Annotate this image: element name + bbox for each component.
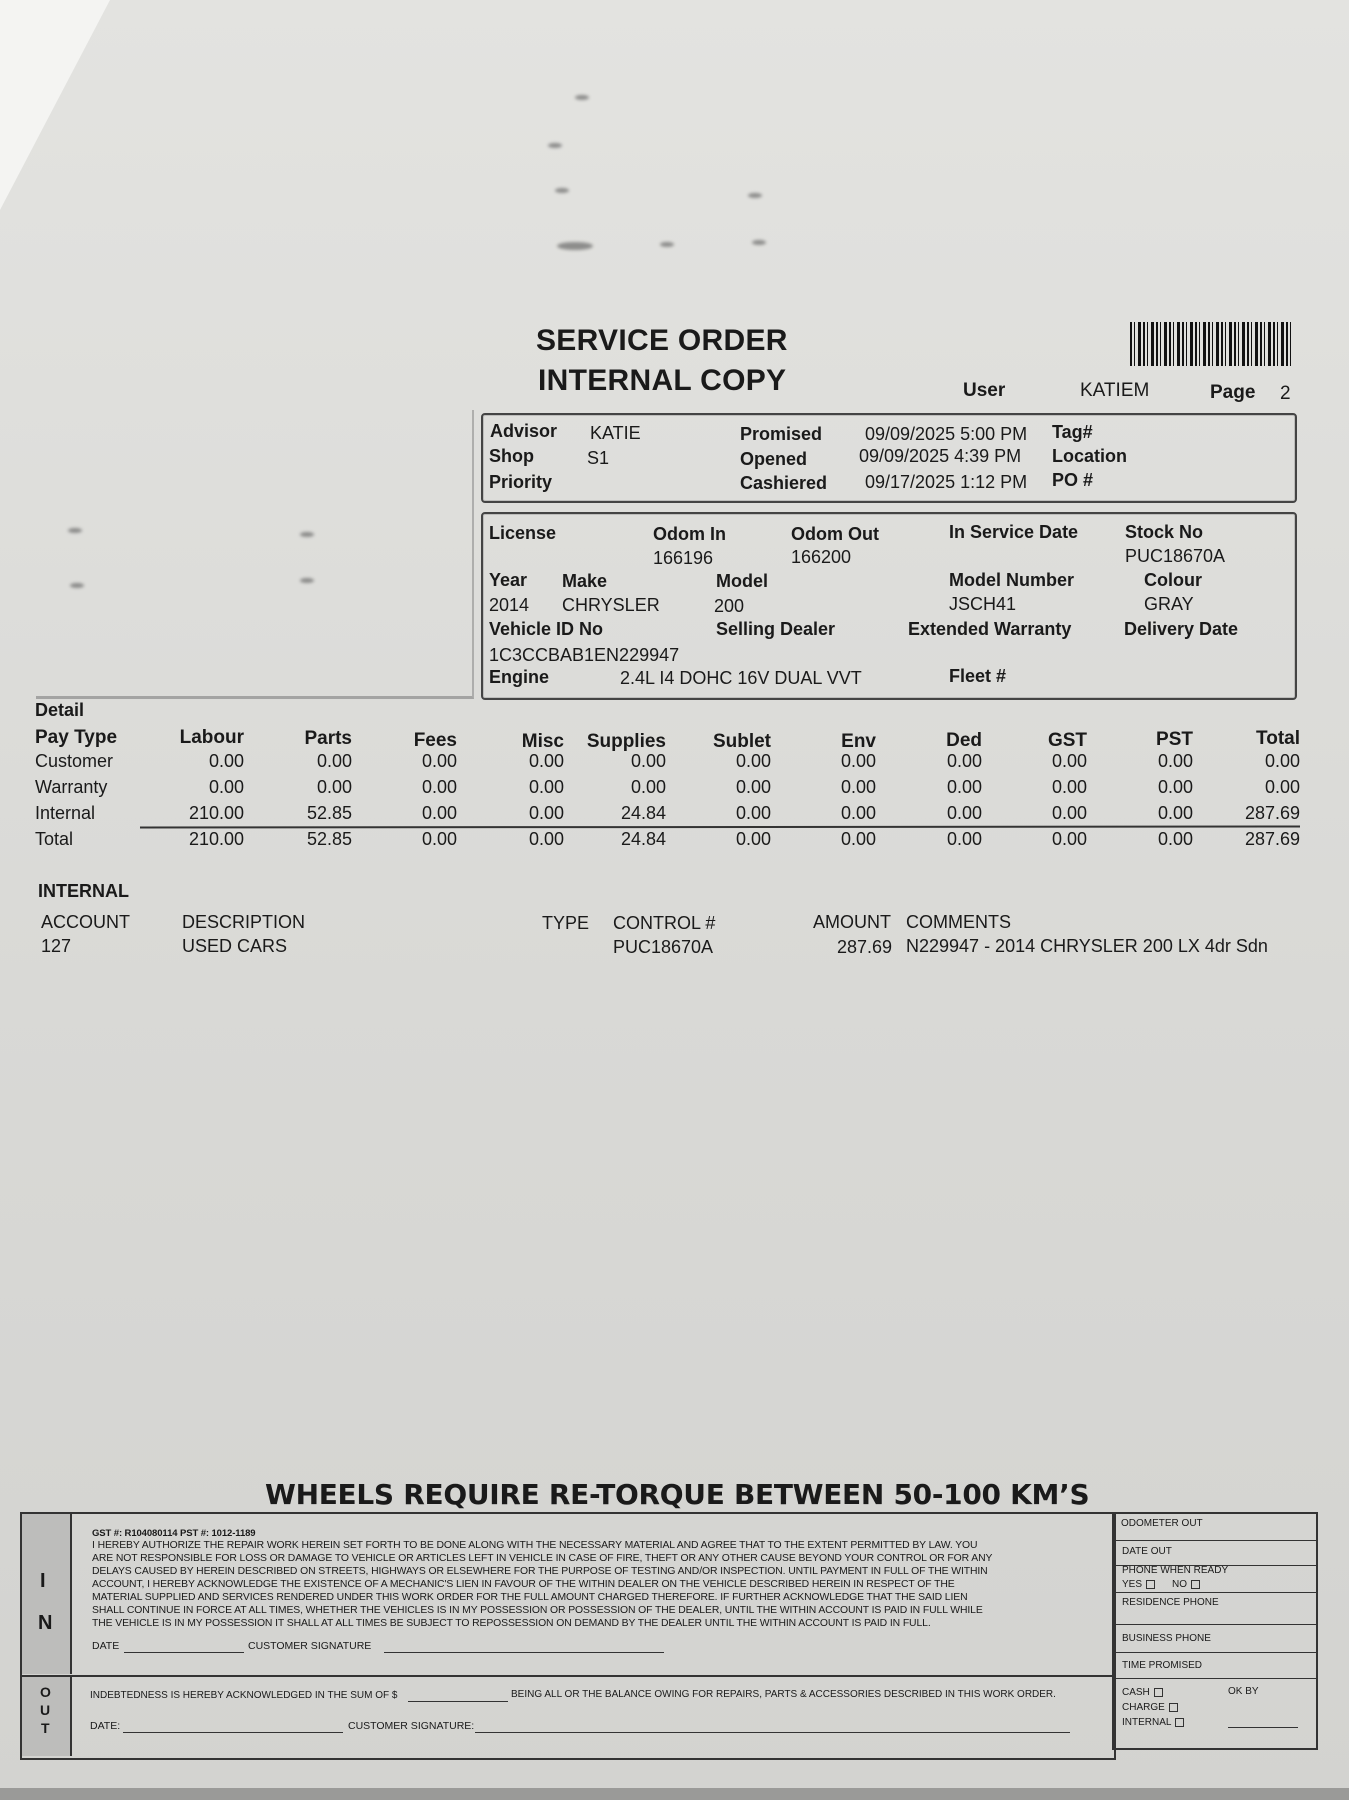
type-label: TYPE xyxy=(542,913,590,933)
divider xyxy=(1112,1540,1316,1541)
model-number-label: Model Number xyxy=(949,570,1075,590)
yes-checkbox[interactable] xyxy=(1146,1580,1155,1589)
amount-cell: 0.00 xyxy=(1051,803,1087,823)
amount-value: 287.69 xyxy=(837,937,893,957)
make-value: CHRYSLER xyxy=(562,595,660,615)
cashiered-value: 09/17/2025 1:12 PM xyxy=(865,472,1028,492)
pay-type-cell: Total xyxy=(35,829,74,849)
amount-cell: 287.69 xyxy=(1244,829,1300,849)
fleet-label: Fleet # xyxy=(949,666,1007,686)
amount-cell: 0.00 xyxy=(630,751,666,771)
title-line-1: SERVICE ORDER xyxy=(536,324,788,357)
year-label: Year xyxy=(489,570,528,590)
amount-cell: 0.00 xyxy=(946,803,982,823)
amount-cell: 287.69 xyxy=(1244,803,1300,823)
amount-cell: 0.00 xyxy=(1264,751,1300,771)
amount-cell: 0.00 xyxy=(528,777,564,797)
balance-label: BEING ALL OR THE BALANCE OWING FOR REPAIRS, PARTS & ACCESSORIES DESCRIBED IN THIS WORK ORDER. xyxy=(511,1689,1056,1700)
col-header: Supplies xyxy=(586,731,666,752)
tag-label: Tag# xyxy=(1052,422,1093,442)
legal-line: ACCOUNT, I HEREBY ACKNOWLEDGE THE EXISTENCE OF A MECHANIC'S LIEN IN FAVOUR OF THE WITHIN DEALER ON THE VEHICLE DESCRIBED HEREIN IN RESPECT OF THE xyxy=(92,1579,955,1590)
sum-line[interactable] xyxy=(408,1701,508,1702)
comments-value: N229947 - 2014 CHRYSLER 200 LX 4dr Sdn xyxy=(906,936,1268,956)
barcode xyxy=(1130,322,1293,366)
in-date-line[interactable] xyxy=(124,1652,244,1653)
make-label: Make xyxy=(562,571,608,591)
stock-no-label: Stock No xyxy=(1125,522,1204,542)
divider xyxy=(1112,1678,1316,1679)
yes-option[interactable] xyxy=(1122,1579,1155,1590)
odom-in-value: 166196 xyxy=(653,548,714,568)
po-label: PO # xyxy=(1052,470,1094,490)
amount-cell: 0.00 xyxy=(840,751,876,771)
odom-out-value: 166200 xyxy=(791,547,852,567)
odometer-out-label: ODOMETER OUT xyxy=(1121,1518,1203,1529)
amount-cell: 0.00 xyxy=(946,751,982,771)
control-value: PUC18670A xyxy=(613,937,714,957)
cashiered-label: Cashiered xyxy=(740,473,828,493)
amount-cell: 210.00 xyxy=(188,829,244,849)
amount-cell: 24.84 xyxy=(620,829,666,849)
promised-value: 09/09/2025 5:00 PM xyxy=(865,424,1028,444)
in-signature-label: CUSTOMER SIGNATURE xyxy=(248,1640,372,1652)
amount-cell: 0.00 xyxy=(840,803,876,823)
page-number: 2 xyxy=(1280,383,1291,404)
control-label: CONTROL # xyxy=(613,913,716,933)
no-label: NO xyxy=(1172,1579,1187,1590)
gst-line: GST #: R104080114 PST #: 1012-1189 xyxy=(92,1528,256,1539)
in-letter: I xyxy=(40,1570,46,1592)
opened-label: Opened xyxy=(740,449,808,469)
phone-when-ready-label: PHONE WHEN READY xyxy=(1122,1565,1229,1576)
comments-label: COMMENTS xyxy=(906,912,1011,932)
amount-cell: 0.00 xyxy=(1157,803,1193,823)
amount-cell: 0.00 xyxy=(208,777,244,797)
title-line-2: INTERNAL COPY xyxy=(538,364,787,397)
punch-mark xyxy=(660,242,674,247)
col-header: Ded xyxy=(946,730,982,751)
vin-label: Vehicle ID No xyxy=(489,619,604,639)
in-signature-line[interactable] xyxy=(384,1652,664,1653)
page-label: Page xyxy=(1210,382,1256,403)
model-number-value: JSCH41 xyxy=(949,594,1017,614)
col-header: Labour xyxy=(179,727,244,748)
charge-option[interactable] xyxy=(1122,1702,1178,1713)
col-header: Parts xyxy=(304,728,352,749)
divider xyxy=(1112,1624,1316,1625)
legal-line: SHALL CONTINUE IN FORCE AT ALL TIMES, WHETHER THE VEHICLES IS IN MY POSSESSION OR POSSESSION OF THE DEALER, UNTIL THE WITHIN ACCOUNT IS PAID IN FULL WHILE xyxy=(92,1605,983,1616)
amount-cell: 0.00 xyxy=(1157,829,1193,849)
col-header: Total xyxy=(1256,728,1300,749)
cash-option[interactable] xyxy=(1122,1687,1163,1698)
col-header: Fees xyxy=(413,730,457,751)
col-header: GST xyxy=(1047,730,1087,751)
amount-cell: 0.00 xyxy=(946,777,982,797)
promised-label: Promised xyxy=(740,424,823,444)
punch-mark xyxy=(557,242,593,250)
amount-cell: 0.00 xyxy=(735,777,771,797)
amount-cell: 0.00 xyxy=(1051,777,1087,797)
ok-by-label: OK BY xyxy=(1228,1686,1259,1697)
amount-cell: 0.00 xyxy=(735,803,771,823)
divider xyxy=(1112,1652,1316,1653)
amount-cell: 0.00 xyxy=(421,777,457,797)
colour-label: Colour xyxy=(1144,570,1202,590)
internal-label: INTERNAL xyxy=(1122,1717,1172,1728)
engine-label: Engine xyxy=(489,667,550,687)
col-header: PST xyxy=(1156,729,1193,750)
amount-cell: 52.85 xyxy=(306,829,352,849)
delivery-date-label: Delivery Date xyxy=(1124,619,1239,639)
legal-line: DELAYS CAUSED BY HEREIN DESCRIBED ON STREETS, HIGHWAYS OR ELSEWHERE FOR THE PURPOSE OF TESTING AND/OR INSPECTION. UNTIL PAYMENT IN FULL OF THE WITHIN xyxy=(92,1566,988,1577)
out-letter: O xyxy=(40,1684,51,1700)
odom-in-label: Odom In xyxy=(653,524,726,544)
amount-cell: 0.00 xyxy=(1157,751,1193,771)
amount-cell: 0.00 xyxy=(735,751,771,771)
col-header: Misc xyxy=(521,731,564,752)
amount-cell: 52.85 xyxy=(306,803,352,823)
description-label: DESCRIPTION xyxy=(182,912,306,932)
faded-box xyxy=(36,410,474,699)
in-column xyxy=(22,1514,72,1674)
ok-by-line[interactable] xyxy=(1228,1727,1298,1728)
internal-option[interactable] xyxy=(1122,1717,1184,1728)
col-header: Pay Type xyxy=(35,727,118,748)
out-date-line[interactable] xyxy=(123,1732,343,1733)
punch-mark xyxy=(748,193,762,198)
amount-cell: 0.00 xyxy=(1051,829,1087,849)
out-signature-label: CUSTOMER SIGNATURE: xyxy=(348,1720,475,1732)
amount-cell: 0.00 xyxy=(946,829,982,849)
amount-cell: 0.00 xyxy=(840,829,876,849)
selling-dealer-label: Selling Dealer xyxy=(716,619,836,639)
amount-cell: 0.00 xyxy=(735,829,771,849)
account-label: ACCOUNT xyxy=(41,912,130,932)
amount-cell: 210.00 xyxy=(188,803,244,823)
col-header: Sublet xyxy=(712,731,771,752)
odom-out-label: Odom Out xyxy=(791,524,879,544)
out-signature-line[interactable] xyxy=(475,1732,1070,1733)
in-out-divider xyxy=(22,1675,1112,1677)
user-value: KATIEM xyxy=(1080,380,1150,401)
in-service-date-label: In Service Date xyxy=(949,522,1079,542)
legal-line: MATERIAL SUPPLIED AND SERVICES RENDERED UNDER THIS WORK ORDER FOR THE FULL AMOUNT CHARGED THEREFORE. IF FURTHER ACKNOWLEDGE THAT THE SAID LIEN xyxy=(92,1592,968,1603)
col-header: Env xyxy=(841,731,876,752)
amount-cell: 0.00 xyxy=(528,803,564,823)
advisor-value: KATIE xyxy=(590,423,641,443)
amount-cell: 0.00 xyxy=(421,803,457,823)
folded-corner xyxy=(0,0,110,210)
amount-cell: 0.00 xyxy=(1051,751,1087,771)
legal-line: I HEREBY AUTHORIZE THE REPAIR WORK HEREIN SET FORTH TO BE DONE ALONG WITH THE NECESSARY MATERIAL AND AGREE THAT TO THE EXTENT PERMITTED BY LAW. YOU xyxy=(92,1540,978,1551)
amount-cell: 0.00 xyxy=(421,829,457,849)
amount-cell: 0.00 xyxy=(528,829,564,849)
date-out-label: DATE OUT xyxy=(1122,1546,1172,1557)
shop-label: Shop xyxy=(489,446,534,466)
retorque-banner: WHEELS REQUIRE RE-TORQUE BETWEEN 50-100 KM’S xyxy=(265,1478,1090,1511)
legal-line: ARE NOT RESPONSIBLE FOR LOSS OR DAMAGE TO VEHICLE OR ARTICLES LEFT IN VEHICLE IN CASE OF FIRE, THEFT OR ANY OTHER CAUSE BEYOND YOUR CONTROL OR FOR ANY xyxy=(92,1553,993,1564)
license-label: License xyxy=(489,523,557,543)
internal-checkbox[interactable] xyxy=(1175,1718,1184,1727)
amount-cell: 0.00 xyxy=(421,751,457,771)
cash-label: CASH xyxy=(1122,1687,1150,1698)
out-letter: U xyxy=(40,1702,51,1718)
opened-value: 09/09/2025 4:39 PM xyxy=(859,446,1022,466)
detail-label: Detail xyxy=(35,700,85,720)
colour-value: GRAY xyxy=(1144,594,1194,614)
amount-cell: 0.00 xyxy=(840,777,876,797)
pay-type-cell: Warranty xyxy=(35,777,108,797)
time-promised-label: TIME PROMISED xyxy=(1122,1660,1203,1671)
pay-type-cell: Internal xyxy=(35,803,96,823)
priority-label: Priority xyxy=(489,472,553,492)
yes-label: YES xyxy=(1122,1579,1143,1590)
extended-warranty-label: Extended Warranty xyxy=(908,619,1072,639)
engine-value: 2.4L I4 DOHC 16V DUAL VVT xyxy=(620,668,862,688)
amount-cell: 0.00 xyxy=(1157,777,1193,797)
amount-label: AMOUNT xyxy=(813,912,891,932)
out-date-label: DATE: xyxy=(90,1720,121,1732)
punch-mark xyxy=(575,95,589,100)
amount-cell: 0.00 xyxy=(208,751,244,771)
in-date-label: DATE xyxy=(92,1640,120,1652)
no-checkbox[interactable] xyxy=(1191,1580,1200,1589)
model-value: 200 xyxy=(714,596,745,616)
amount-cell: 0.00 xyxy=(1264,777,1300,797)
scanner-edge xyxy=(0,1788,1349,1800)
charge-checkbox[interactable] xyxy=(1169,1703,1178,1712)
account-value: 127 xyxy=(41,936,72,956)
pay-type-cell: Customer xyxy=(35,751,114,771)
location-label: Location xyxy=(1052,446,1127,466)
no-option[interactable] xyxy=(1172,1579,1200,1590)
amount-cell: 0.00 xyxy=(528,751,564,771)
advisor-label: Advisor xyxy=(490,421,558,441)
punch-mark xyxy=(548,143,562,148)
residence-phone-label: RESIDENCE PHONE xyxy=(1122,1597,1219,1608)
in-letter: N xyxy=(38,1612,53,1634)
charge-label: CHARGE xyxy=(1122,1702,1165,1713)
vin-value: 1C3CCBAB1EN229947 xyxy=(489,645,680,665)
description-value: USED CARS xyxy=(182,936,288,956)
punch-mark xyxy=(555,188,569,193)
out-letter: T xyxy=(41,1720,50,1736)
indebtedness-label: INDEBTEDNESS IS HEREBY ACKNOWLEDGED IN THE SUM OF $ xyxy=(90,1690,398,1701)
cash-checkbox[interactable] xyxy=(1154,1688,1163,1697)
divider xyxy=(1112,1592,1316,1593)
amount-cell: 24.84 xyxy=(620,803,666,823)
stock-no-value: PUC18670A xyxy=(1125,546,1226,566)
amount-cell: 0.00 xyxy=(316,777,352,797)
internal-heading: INTERNAL xyxy=(38,881,129,901)
user-label: User xyxy=(963,380,1006,401)
model-label: Model xyxy=(716,571,768,591)
year-value: 2014 xyxy=(489,595,530,615)
punch-mark xyxy=(752,240,766,245)
amount-cell: 0.00 xyxy=(630,777,666,797)
shop-value: S1 xyxy=(587,448,610,468)
amount-cell: 0.00 xyxy=(316,751,352,771)
business-phone-label: BUSINESS PHONE xyxy=(1122,1633,1211,1644)
legal-line: THE VEHICLE IS IN MY POSSESSION IT SHALL AT ALL TIMES BE SUBJECT TO REPOSSESSION ON DEMAND BY THE DEALER UNTIL THE WITHIN ACCOUNT IS PAID IN FULL. xyxy=(92,1618,931,1629)
